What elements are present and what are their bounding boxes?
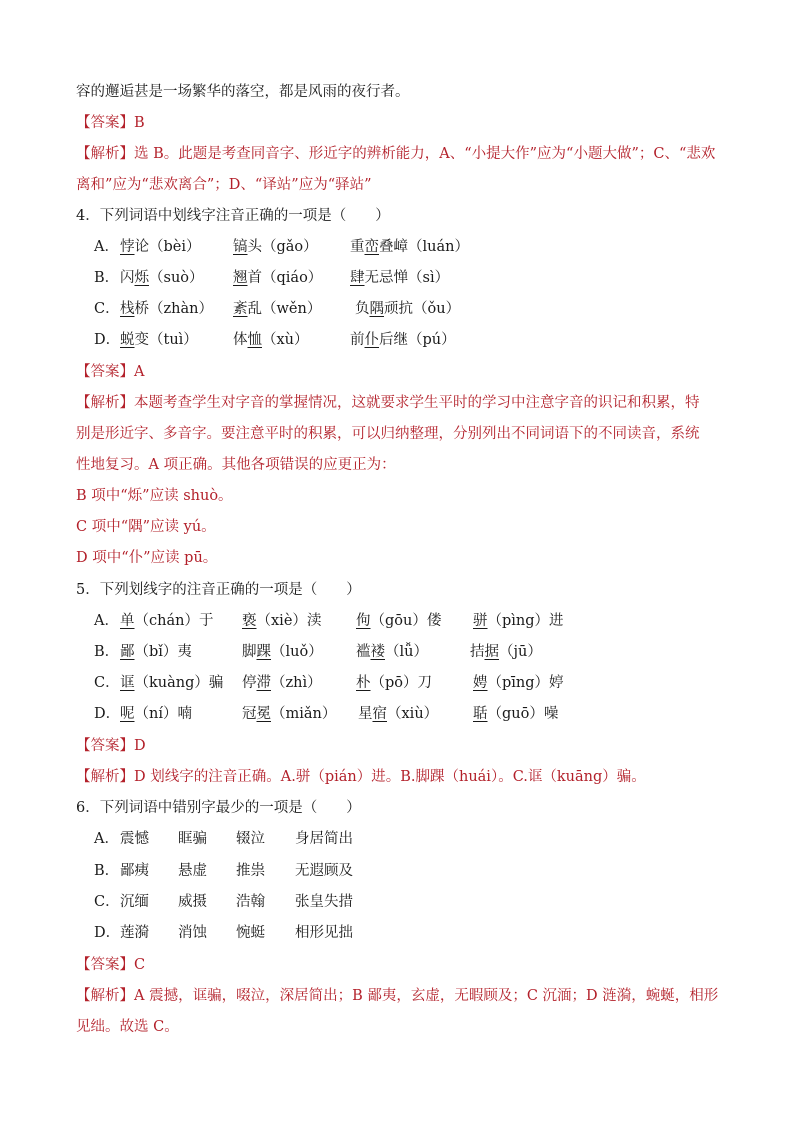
q5-analysis: [76, 767, 726, 787]
option-letter: A．: [94, 613, 119, 629]
option-word-2: 亵（xiè）渎: [242, 613, 322, 629]
q6-stem: 6．下列词语中错别字最少的一项是（ ）: [76, 800, 361, 816]
q6-analysis: [76, 986, 726, 1006]
option-word-2: 消蚀: [178, 925, 207, 941]
analysis-label: 【解析】: [76, 988, 134, 1004]
option-word-4: 张皇失措: [295, 894, 353, 910]
option-word-2: 眶骗: [178, 831, 207, 847]
analysis-text: 选 B。此题是考查同音字、形近字的辨析能力，A、“小提大作”应为“小题大做”；C、“悲欢: [134, 146, 716, 162]
option-letter: C．: [94, 675, 120, 691]
q4-fix-d: D 项中“仆”应读 pū。: [76, 550, 218, 566]
intro-text-tail: 容的邂逅甚是一场繁华的落空，都是风雨的夜行者。: [76, 84, 410, 100]
option-word-2: 体恤（xù）: [233, 332, 309, 348]
option-word-3: 浩翰: [236, 894, 265, 910]
option-word-1: 呢（ní）喃: [120, 706, 192, 722]
option-word-1: 诓（kuàng）骗: [120, 675, 224, 691]
option-word-3: 辍泣: [236, 831, 265, 847]
option-word-3: 惋蜓: [236, 925, 265, 941]
answer-label: 【答案】: [76, 738, 134, 754]
analysis-text: A 震撼，诓骗，啜泣，深居简出；B 鄙夷，玄虚，无暇顾及；C 沉湎；D 涟漪，蜿蜒，相形: [134, 988, 719, 1004]
answer-value: C: [134, 957, 146, 973]
option-word-2: 悬虚: [178, 863, 207, 879]
option-word-1: 蜕变（tuì）: [120, 332, 198, 348]
option-word-4: 骈（pìng）进: [473, 613, 564, 629]
q4-analysis-cont-2: 性地复习。A 项正确。其他各项错误的应更正为：: [76, 457, 396, 473]
option-letter: B．: [94, 644, 120, 660]
analysis-text: D 划线字的注音正确。A.骈（pián）进。B.脚踝（huái）。C.诓（kuāng）骗。: [134, 769, 646, 785]
option-word-4: 身居简出: [295, 831, 353, 847]
q4-stem: 4．下列词语中划线字注音正确的一项是（ ）: [76, 208, 390, 224]
option-word-3: 朴（pō）刀: [356, 675, 433, 691]
option-letter: A．: [94, 831, 119, 847]
option-word-3: 佝（gōu）偻: [356, 613, 442, 629]
q4-fix-c: C 项中“隅”应读 yú。: [76, 519, 216, 535]
option-word-3: 前仆后继（pú）: [350, 332, 456, 348]
answer-value: A: [134, 364, 145, 380]
option-word-3: 褴褛（lǚ）: [356, 644, 428, 660]
option-letter: C．: [94, 301, 120, 317]
q3-analysis-cont: 离和”应为“悲欢离合”；D、“译站”应为“驿站”: [76, 177, 372, 193]
q4-analysis: [76, 393, 726, 413]
option-word-4: 相形见拙: [295, 925, 353, 941]
option-word-3: 肆无忌惮（sì）: [350, 270, 450, 286]
option-word-2: 翘首（qiáo）: [233, 270, 323, 286]
option-word-1: 闪烁（suò）: [120, 270, 204, 286]
option-word-3: 重峦叠嶂（luán）: [350, 239, 469, 255]
option-letter: A．: [94, 239, 119, 255]
option-word-2: 紊乱（wěn）: [233, 301, 322, 317]
q6-analysis-cont: 见绌。故选 C。: [76, 1019, 179, 1035]
q6-answer: [76, 955, 726, 975]
option-word-1: 栈桥（zhàn）: [120, 301, 213, 317]
q4-analysis-cont-1: 别是形近字、多音字。要注意平时的积累，可以归纳整理，分别列出不同词语下的不同读音，系统: [76, 426, 700, 442]
option-word-2: 冠冕（miǎn）: [242, 706, 337, 722]
option-word-1: 单（chán）于: [120, 613, 214, 629]
option-word-1: 震憾: [120, 831, 149, 847]
option-letter: B．: [94, 863, 120, 879]
analysis-label: 【解析】: [76, 146, 134, 162]
analysis-label: 【解析】: [76, 769, 134, 785]
analysis-label: 【解析】: [76, 395, 134, 411]
option-word-3: 负隅顽抗（ǒu）: [355, 301, 461, 317]
option-word-4: 无遐顾及: [295, 863, 353, 879]
answer-label: 【答案】: [76, 957, 134, 973]
option-word-2: 脚踝（luǒ）: [242, 644, 323, 660]
q3-answer: [76, 113, 726, 133]
option-word-2: 停滞（zhì）: [242, 675, 322, 691]
option-letter: D．: [94, 332, 121, 348]
option-word-1: 鄙痍: [120, 863, 149, 879]
option-word-1: 莲漪: [120, 925, 149, 941]
option-word-1: 鄙（bǐ）夷: [120, 644, 192, 660]
answer-value: B: [134, 115, 145, 131]
answer-value: D: [134, 738, 146, 754]
q5-stem: 5．下列划线字的注音正确的一项是（ ）: [76, 582, 361, 598]
q3-analysis: [76, 144, 726, 164]
q5-answer: [76, 736, 726, 756]
q4-fix-b: B 项中“烁”应读 shuò。: [76, 488, 233, 504]
option-letter: D．: [94, 925, 121, 941]
option-word-3: 星宿（xiù）: [358, 706, 439, 722]
q4-answer: [76, 362, 726, 382]
option-word-2: 镐头（gǎo）: [233, 239, 318, 255]
option-word-1: 悖论（bèi）: [120, 239, 201, 255]
option-letter: B．: [94, 270, 120, 286]
option-word-4: 拮据（jū）: [470, 644, 542, 660]
option-word-3: 推祟: [236, 863, 265, 879]
analysis-text: 本题考查学生对字音的掌握情况，这就要求学生平时的学习中注意字音的识记和积累，特: [134, 395, 700, 411]
option-word-4: 聒（guō）噪: [473, 706, 559, 722]
answer-label: 【答案】: [76, 115, 134, 131]
answer-label: 【答案】: [76, 364, 134, 380]
option-word-4: 娉（pīng）婷: [473, 675, 564, 691]
option-word-2: 威摄: [178, 894, 207, 910]
option-letter: D．: [94, 706, 121, 722]
option-word-1: 沉缅: [120, 894, 149, 910]
option-letter: C．: [94, 894, 120, 910]
